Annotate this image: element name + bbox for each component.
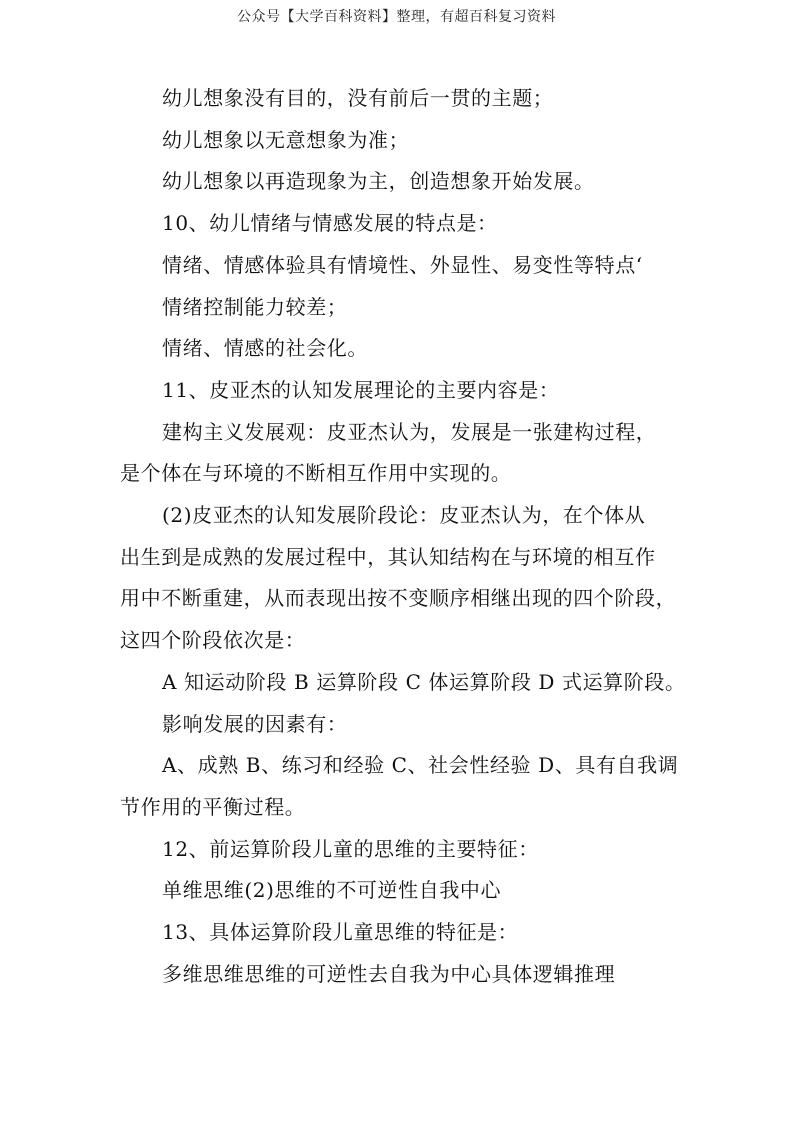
text-line: 这四个阶段依次是： xyxy=(120,628,306,653)
text-line: 影响发展的因素有： xyxy=(162,711,348,736)
text-line: 情绪、情感体验具有情境性、外显性、易变性等特点‘ xyxy=(162,252,643,277)
section-heading: 11、皮亚杰的认知发展理论的主要内容是： xyxy=(162,377,560,402)
text-line: 幼儿想象以再造现象为主，创造想象开始发展。 xyxy=(162,169,595,194)
text-line: 节作用的平衡过程。 xyxy=(120,794,306,819)
text-line: 单维思维(2)思维的不可逆性自我中心 xyxy=(162,878,502,903)
text-line: 多维思维思维的可逆性去自我为中心具体逻辑推理 xyxy=(162,961,616,986)
text-line: 出生到是成熟的发展过程中，其认知结构在与环境的相互作 xyxy=(120,544,656,569)
text-line: 幼儿想象没有目的，没有前后一贯的主题； xyxy=(162,86,554,110)
text-line: 用中不断重建，从而表现出按不变顺序相继出现的四个阶段， xyxy=(120,586,677,611)
text-line: 情绪、情感的社会化。 xyxy=(162,336,368,361)
section-heading: 10、幼儿情绪与情感发展的特点是： xyxy=(162,211,498,236)
document-body xyxy=(120,78,690,995)
section-heading: 12、前运算阶段儿童的思维的主要特征： xyxy=(162,836,539,861)
text-line: 情绪控制能力较差； xyxy=(162,294,348,319)
text-line: A 知运动阶段 B 运算阶段 C 体运算阶段 D 式运算阶段。 xyxy=(162,669,686,694)
text-line: 是个体在与环境的不断相互作用中实现的。 xyxy=(120,461,512,486)
text-line: (2)皮亚杰的认知发展阶段论：皮亚杰认为，在个体从 xyxy=(162,503,646,528)
text-line: 建构主义发展观：皮亚杰认为，发展是一张建构过程， xyxy=(162,419,657,444)
text-line: A、成熟 B、练习和经验 C、社会性经验 D、具有自我调 xyxy=(162,753,679,778)
text-line: 幼儿想象以无意想象为准； xyxy=(162,127,410,152)
page-header: 公众号【大学百科资料】整理，有超百科复习资料 xyxy=(237,9,556,25)
section-heading: 13、具体运算阶段儿童思维的特征是： xyxy=(162,920,519,945)
